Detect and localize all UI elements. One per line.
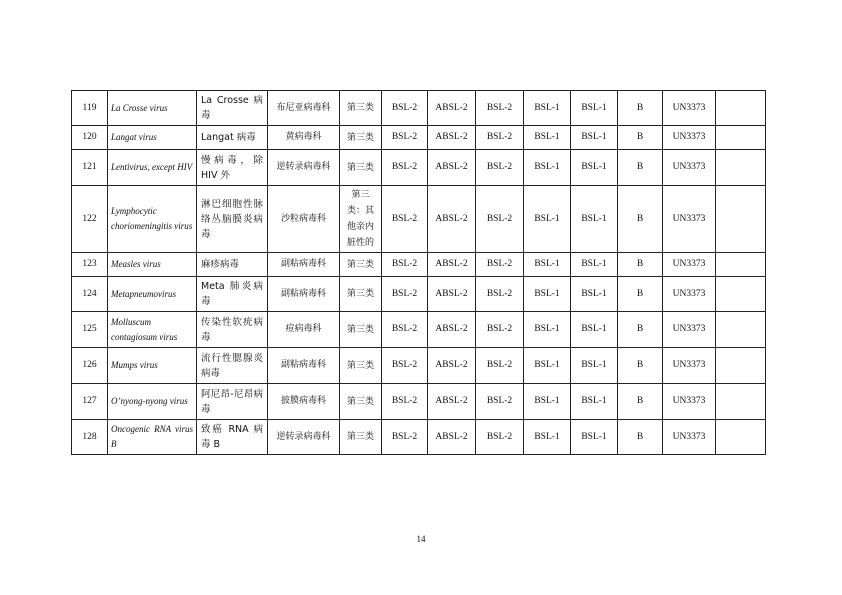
cell-hazard-class: 第三类 [340, 384, 382, 420]
cell-virus-family: 黄病毒科 [268, 126, 340, 150]
table-row [72, 91, 766, 126]
cell-bsl-culture: BSL-2 [382, 186, 428, 253]
cell-number: 127 [72, 384, 108, 420]
cell-bsl-noninfectious: BSL-1 [571, 277, 618, 312]
cell-bsl-uncultured: BSL-2 [476, 384, 524, 420]
cell-bsl-uncultured: BSL-2 [476, 348, 524, 384]
cell-bsl-inactivated: BSL-1 [524, 150, 571, 186]
cell-scientific-name: Langat virus [108, 126, 197, 150]
cell-transport-category: B [618, 150, 663, 186]
cell-bsl-uncultured: BSL-2 [476, 91, 524, 126]
cell-bsl-inactivated: BSL-1 [524, 91, 571, 126]
table-row [72, 348, 766, 384]
page-number: 14 [416, 534, 426, 544]
cell-transport-category: B [618, 186, 663, 253]
cell-hazard-class: 第三类 [340, 420, 382, 455]
cell-bsl-culture: BSL-2 [382, 277, 428, 312]
cell-scientific-name: Lentivirus, except HIV [108, 150, 197, 186]
cell-bsl-inactivated: BSL-1 [524, 253, 571, 277]
cell-bsl-culture: BSL-2 [382, 91, 428, 126]
cell-bsl-inactivated: BSL-1 [524, 126, 571, 150]
cell-un-number: UN3373 [663, 186, 716, 253]
cell-number: 128 [72, 420, 108, 455]
cell-hazard-class: 第三类 [340, 253, 382, 277]
cell-hazard-class: 第三类 [340, 312, 382, 348]
cell-transport-category: B [618, 420, 663, 455]
cell-transport-category: B [618, 253, 663, 277]
cell-absl: ABSL-2 [428, 420, 476, 455]
cell-virus-family: 逆转录病毒科 [268, 420, 340, 455]
cell-bsl-uncultured: BSL-2 [476, 186, 524, 253]
cell-bsl-culture: BSL-2 [382, 420, 428, 455]
cell-bsl-noninfectious: BSL-1 [571, 312, 618, 348]
table-row [72, 312, 766, 348]
cell-hazard-class: 第三类 [340, 126, 382, 150]
cell-number: 119 [72, 91, 108, 126]
cell-remarks [716, 384, 766, 420]
cell-scientific-name: Oncogenic RNA virus B [108, 420, 197, 455]
cell-bsl-inactivated: BSL-1 [524, 312, 571, 348]
cell-scientific-name: Measles virus [108, 253, 197, 277]
cell-un-number: UN3373 [663, 150, 716, 186]
cell-bsl-culture: BSL-2 [382, 348, 428, 384]
cell-scientific-name: Mumps virus [108, 348, 197, 384]
cell-un-number: UN3373 [663, 253, 716, 277]
virus-table [71, 90, 766, 455]
cell-remarks [716, 277, 766, 312]
cell-bsl-noninfectious: BSL-1 [571, 150, 618, 186]
cell-bsl-uncultured: BSL-2 [476, 312, 524, 348]
cell-bsl-noninfectious: BSL-1 [571, 126, 618, 150]
cell-virus-family: 副粘病毒科 [268, 348, 340, 384]
table-row [72, 420, 766, 455]
table-row [72, 253, 766, 277]
cell-virus-family: 沙粒病毒科 [268, 186, 340, 253]
cell-bsl-uncultured: BSL-2 [476, 150, 524, 186]
cell-transport-category: B [618, 277, 663, 312]
cell-absl: ABSL-2 [428, 126, 476, 150]
cell-scientific-name: Molluscum contagiosum virus [108, 312, 197, 348]
cell-un-number: UN3373 [663, 312, 716, 348]
table-row [72, 186, 766, 253]
cell-hazard-class: 第三类 [340, 277, 382, 312]
cell-number: 122 [72, 186, 108, 253]
cell-un-number: UN3373 [663, 126, 716, 150]
cell-bsl-inactivated: BSL-1 [524, 348, 571, 384]
cell-bsl-noninfectious: BSL-1 [571, 420, 618, 455]
cell-bsl-noninfectious: BSL-1 [571, 384, 618, 420]
cell-chinese-name: Meta 肺炎病毒 [197, 277, 268, 312]
cell-transport-category: B [618, 348, 663, 384]
cell-un-number: UN3373 [663, 348, 716, 384]
cell-bsl-noninfectious: BSL-1 [571, 91, 618, 126]
cell-bsl-noninfectious: BSL-1 [571, 348, 618, 384]
cell-hazard-class: 第三类 [340, 150, 382, 186]
cell-virus-family: 披膜病毒科 [268, 384, 340, 420]
cell-transport-category: B [618, 126, 663, 150]
cell-number: 124 [72, 277, 108, 312]
cell-bsl-inactivated: BSL-1 [524, 384, 571, 420]
table-row [72, 150, 766, 186]
cell-number: 123 [72, 253, 108, 277]
cell-scientific-name: Lymphocytic choriomeningitis virus [108, 186, 197, 253]
cell-scientific-name: La Crosse virus [108, 91, 197, 126]
cell-number: 125 [72, 312, 108, 348]
cell-number: 126 [72, 348, 108, 384]
cell-chinese-name: 致癌 RNA 病毒 B [197, 420, 268, 455]
cell-remarks [716, 312, 766, 348]
cell-number: 121 [72, 150, 108, 186]
cell-remarks [716, 186, 766, 253]
cell-remarks [716, 150, 766, 186]
cell-chinese-name: 阿尼昂-尼昂病毒 [197, 384, 268, 420]
cell-scientific-name: Metapneumovirus [108, 277, 197, 312]
cell-transport-category: B [618, 91, 663, 126]
table-row [72, 126, 766, 150]
table-row [72, 384, 766, 420]
cell-bsl-noninfectious: BSL-1 [571, 253, 618, 277]
cell-bsl-noninfectious: BSL-1 [571, 186, 618, 253]
cell-transport-category: B [618, 312, 663, 348]
cell-chinese-name: Langat 病毒 [197, 126, 268, 150]
cell-chinese-name: 流行性腮腺炎病毒 [197, 348, 268, 384]
cell-absl: ABSL-2 [428, 150, 476, 186]
table-row [72, 277, 766, 312]
cell-un-number: UN3373 [663, 91, 716, 126]
cell-hazard-class: 第三类 [340, 348, 382, 384]
cell-remarks [716, 420, 766, 455]
cell-virus-family: 逆转录病毒科 [268, 150, 340, 186]
cell-bsl-uncultured: BSL-2 [476, 277, 524, 312]
cell-bsl-inactivated: BSL-1 [524, 277, 571, 312]
cell-absl: ABSL-2 [428, 348, 476, 384]
cell-number: 120 [72, 126, 108, 150]
cell-bsl-culture: BSL-2 [382, 253, 428, 277]
cell-un-number: UN3373 [663, 277, 716, 312]
cell-bsl-culture: BSL-2 [382, 312, 428, 348]
cell-absl: ABSL-2 [428, 91, 476, 126]
cell-virus-family: 布尼亚病毒科 [268, 91, 340, 126]
cell-absl: ABSL-2 [428, 384, 476, 420]
cell-chinese-name: 淋巴细胞性脉络丛脑膜炎病毒 [197, 186, 268, 253]
cell-chinese-name: 传染性软疣病毒 [197, 312, 268, 348]
cell-virus-family: 副粘病毒科 [268, 253, 340, 277]
cell-bsl-uncultured: BSL-2 [476, 253, 524, 277]
cell-remarks [716, 348, 766, 384]
cell-chinese-name: 慢病毒，除 HIV 外 [197, 150, 268, 186]
cell-bsl-inactivated: BSL-1 [524, 186, 571, 253]
cell-transport-category: B [618, 384, 663, 420]
cell-hazard-class: 第三类：其他亲内脏性的 [340, 186, 382, 253]
cell-bsl-culture: BSL-2 [382, 384, 428, 420]
cell-hazard-class: 第三类 [340, 91, 382, 126]
cell-absl: ABSL-2 [428, 253, 476, 277]
cell-bsl-uncultured: BSL-2 [476, 126, 524, 150]
cell-chinese-name: 麻疹病毒 [197, 253, 268, 277]
cell-absl: ABSL-2 [428, 186, 476, 253]
cell-chinese-name: La Crosse 病毒 [197, 91, 268, 126]
cell-absl: ABSL-2 [428, 277, 476, 312]
cell-un-number: UN3373 [663, 420, 716, 455]
cell-bsl-uncultured: BSL-2 [476, 420, 524, 455]
table-body [72, 91, 766, 455]
cell-un-number: UN3373 [663, 384, 716, 420]
cell-virus-family: 痘病毒科 [268, 312, 340, 348]
cell-absl: ABSL-2 [428, 312, 476, 348]
cell-scientific-name: O’nyong-nyong virus [108, 384, 197, 420]
cell-remarks [716, 253, 766, 277]
cell-bsl-inactivated: BSL-1 [524, 420, 571, 455]
cell-virus-family: 副粘病毒科 [268, 277, 340, 312]
cell-bsl-culture: BSL-2 [382, 126, 428, 150]
cell-remarks [716, 126, 766, 150]
cell-bsl-culture: BSL-2 [382, 150, 428, 186]
cell-remarks [716, 91, 766, 126]
